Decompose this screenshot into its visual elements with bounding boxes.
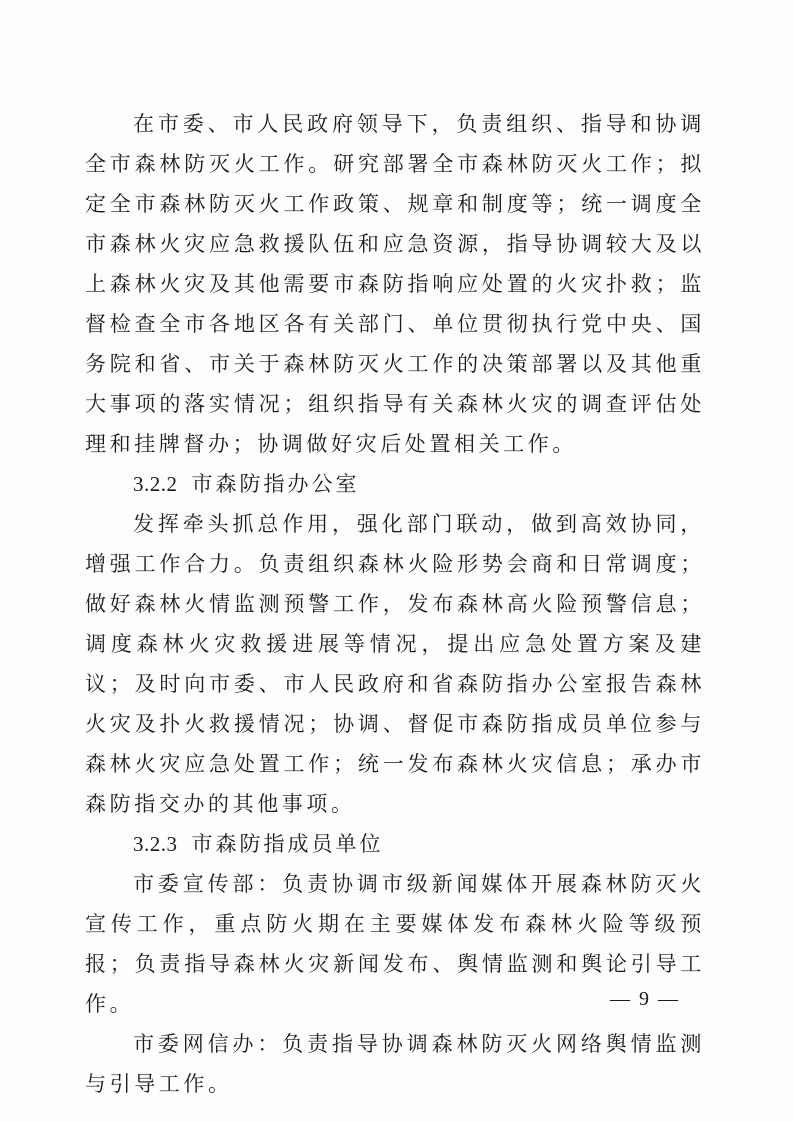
section-heading-3-2-2: [85, 464, 705, 504]
paragraph-office-duties: 发挥牵头抓总作用，强化部门联动，做到高效协同，增强工作合力。负责组织森林火险形势会商和日常调度；做好森林火情监测预警工作，发布森林高火险预警信息；调度森林火灾救援进展等情况，提出应急处置方案及建议；及时向市委、市人民政府和省森防指办公室报告森林火灾及扑火救援情况；协调、督促市森防指成员单位参与森林火灾应急处置工作；统一发布森林火灾信息；承办市森防指交办的其他事项。: [85, 512, 705, 816]
section-number: 3.2.2: [133, 472, 178, 496]
section-heading-3-2-3: [85, 824, 705, 864]
paragraph-propaganda-dept: 市委宣传部：负责协调市级新闻媒体开展森林防灭火宣传工作，重点防火期在主要媒体发布森林火险等级预报；负责指导森林火灾新闻发布、舆情监测和舆论引导工作。: [85, 872, 705, 1016]
section-number: 3.2.3: [133, 832, 178, 856]
paragraph-cyberspace-office: 市委网信办：负责指导协调森林防灭火网络舆情监测与引导工作。: [85, 1032, 705, 1096]
paragraph-leadership-duties: 在市委、市人民政府领导下，负责组织、指导和协调全市森林防灭火工作。研究部署全市森林防灭火工作；拟定全市森林防灭火工作政策、规章和制度等；统一调度全市森林火灾应急救援队伍和应急资源，指导协调较大及以上森林火灾及其他需要市森防指响应处置的火灾扑救；监督检查全市各地区各有关部门、单位贯彻执行党中央、国务院和省、市关于森林防灭火工作的决策部署以及其他重大事项的落实情况；组织指导有关森林火灾的调查评估处理和挂牌督办；协调做好灾后处置相关工作。: [85, 112, 705, 456]
section-title: 市森防指办公室: [191, 472, 360, 496]
section-title: 市森防指成员单位: [191, 832, 384, 856]
document-body: [85, 104, 705, 1104]
page-number: — 9 —: [610, 988, 680, 1010]
